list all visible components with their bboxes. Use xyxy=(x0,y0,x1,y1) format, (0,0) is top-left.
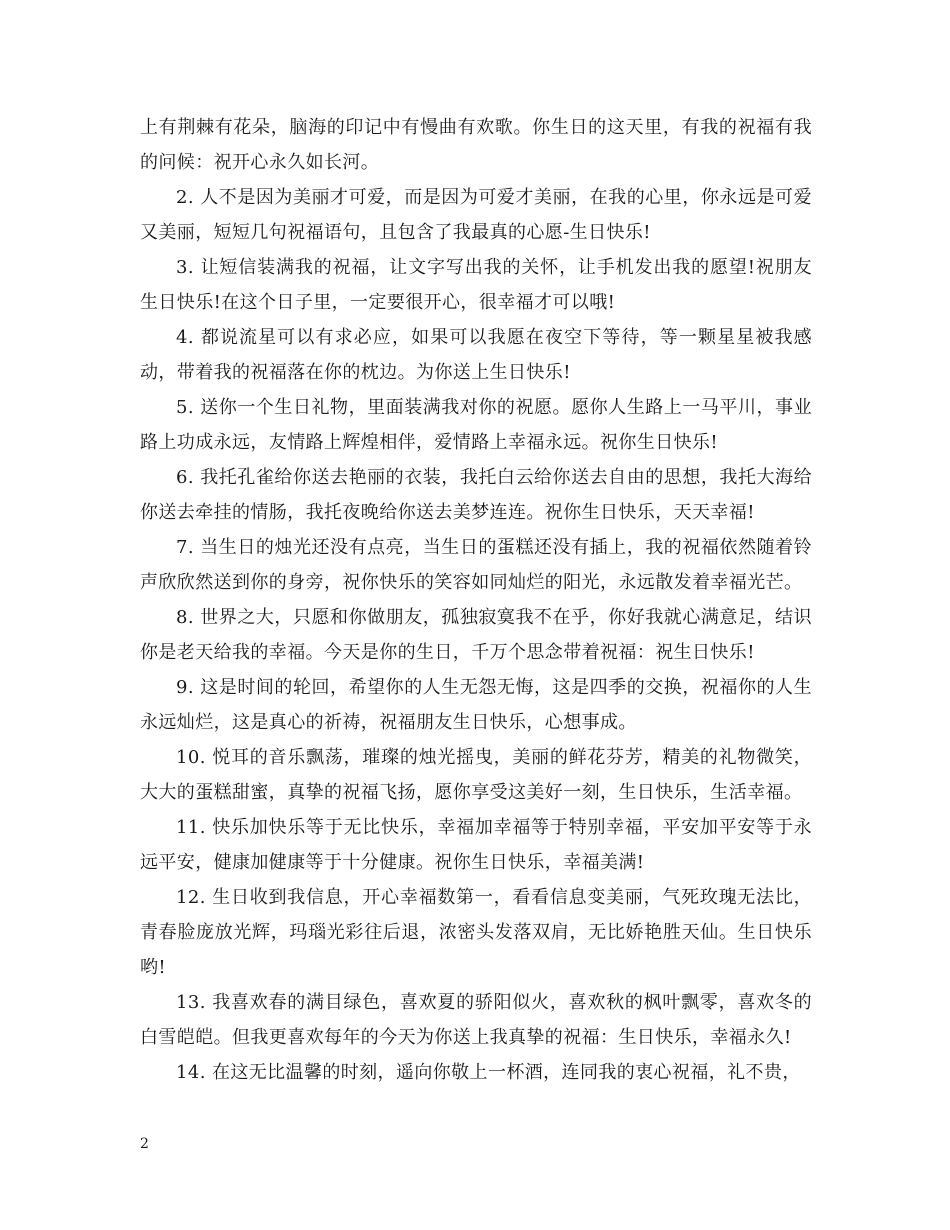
paragraph: 2. 人不是因为美丽才可爱，而是因为可爱才美丽，在我的心里，你永远是可爱又美丽，短短几句祝福语句，且包含了我最真的心愿-生日快乐! xyxy=(140,187,812,243)
paragraph: 11. 快乐加快乐等于无比快乐，幸福加幸福等于特别幸福，平安加平安等于永远平安，健康加健康等于十分健康。祝你生日快乐，幸福美满! xyxy=(140,817,812,873)
paragraph: 3. 让短信装满我的祝福，让文字写出我的关怀，让手机发出我的愿望!祝朋友生日快乐!在这个日子里，一定要很开心，很幸福才可以哦! xyxy=(140,257,812,313)
document-body xyxy=(140,110,812,1090)
paragraph: 9. 这是时间的轮回，希望你的人生无怨无悔，这是四季的交换，祝福你的人生永远灿烂，这是真心的祈祷，祝福朋友生日快乐，心想事成。 xyxy=(140,677,812,733)
paragraph: 6. 我托孔雀给你送去艳丽的衣装，我托白云给你送去自由的思想，我托大海给你送去牵挂的情肠，我托夜晚给你送去美梦连连。祝你生日快乐，天天幸福! xyxy=(140,467,812,523)
paragraph: 5. 送你一个生日礼物，里面装满我对你的祝愿。愿你人生路上一马平川，事业路上功成永远，友情路上辉煌相伴，爱情路上幸福永远。祝你生日快乐! xyxy=(140,397,812,453)
page-number: 2 xyxy=(140,1136,149,1152)
paragraph: 7. 当生日的烛光还没有点亮，当生日的蛋糕还没有插上，我的祝福依然随着铃声欣欣然送到你的身旁，祝你快乐的笑容如同灿烂的阳光，永远散发着幸福光芒。 xyxy=(140,537,812,593)
paragraph: 上有荆棘有花朵，脑海的印记中有慢曲有欢歌。你生日的这天里，有我的祝福有我的问候：祝开心永久如长河。 xyxy=(140,117,812,173)
paragraph: 10. 悦耳的音乐飘荡，璀璨的烛光摇曳，美丽的鲜花芬芳，精美的礼物微笑，大大的蛋糕甜蜜，真挚的祝福飞扬，愿你享受这美好一刻，生日快乐，生活幸福。 xyxy=(140,747,812,803)
paragraph: 4. 都说流星可以有求必应，如果可以我愿在夜空下等待，等一颗星星被我感动，带着我的祝福落在你的枕边。为你送上生日快乐! xyxy=(140,327,812,383)
paragraph: 14. 在这无比温馨的时刻，遥向你敬上一杯酒，连同我的衷心祝福，礼不贵， xyxy=(176,1062,801,1083)
paragraph: 8. 世界之大，只愿和你做朋友，孤独寂寞我不在乎，你好我就心满意足，结识你是老天给我的幸福。今天是你的生日，千万个思念带着祝福：祝生日快乐! xyxy=(140,607,812,663)
paragraph: 13. 我喜欢春的满目绿色，喜欢夏的骄阳似火，喜欢秋的枫叶飘零，喜欢冬的白雪皑皑。但我更喜欢每年的今天为你送上我真挚的祝福：生日快乐，幸福永久! xyxy=(140,992,812,1048)
paragraph: 12. 生日收到我信息，开心幸福数第一，看看信息变美丽，气死玫瑰无法比，青春脸庞放光辉，玛瑙光彩往后退，浓密头发落双肩，无比娇艳胜天仙。生日快乐哟! xyxy=(140,887,812,978)
